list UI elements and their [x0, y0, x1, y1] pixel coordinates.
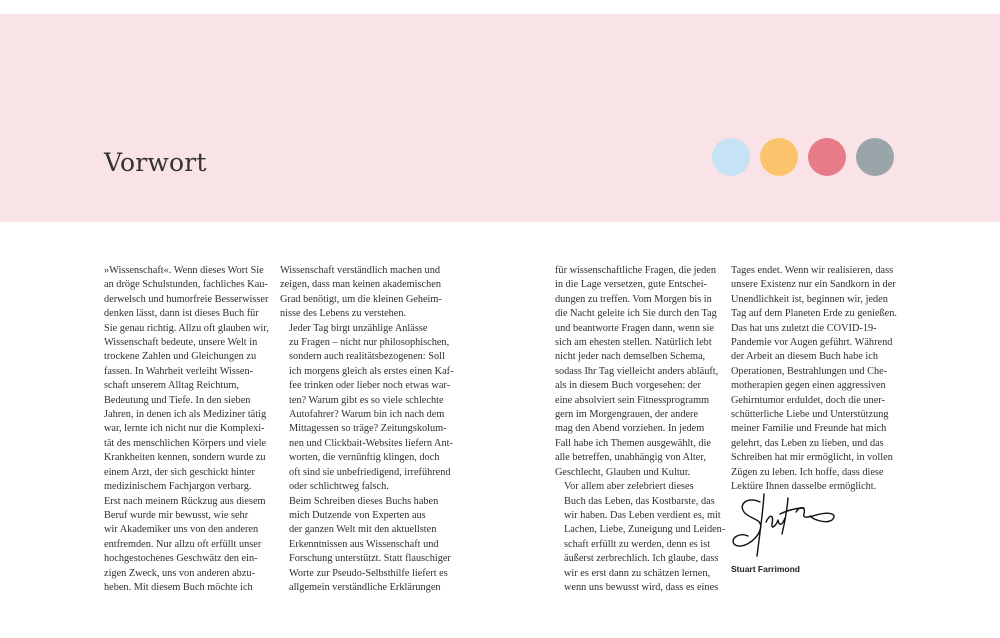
- paragraph: [555, 480, 726, 595]
- text-line: war, lernte ich nicht nur die Komplexi-: [104, 423, 265, 435]
- text-line: Wissenschaft verständlich machen und: [280, 265, 440, 276]
- page-title: Vorwort: [104, 148, 207, 177]
- paragraph: [555, 264, 719, 480]
- text-line: denken lässt, dann ist dieses Buch für: [104, 308, 259, 320]
- text-line: Erst nach meinem Rückzug aus diesem: [104, 495, 266, 507]
- text-line: nicht jeder nach demselben Schema,: [555, 351, 706, 363]
- text-line: für wissenschaftliche Fragen, die jeden: [555, 265, 716, 276]
- text-line: Lektüre Ihnen dasselbe ermöglicht.: [731, 481, 877, 493]
- text-line: Fall habe ich Themen ausgewählt, die: [555, 437, 711, 449]
- header-band: [0, 14, 1000, 222]
- signer-name: Stuart Farrimond: [731, 564, 800, 574]
- paragraph: [104, 264, 268, 595]
- text-line: Geschlecht, Glauben und Kultur.: [555, 466, 691, 478]
- text-line: worten, die vernünftig klingen, doch: [289, 452, 440, 464]
- text-line: Autofahrer? Warum bin ich nach dem: [289, 409, 445, 421]
- text-line: motherapien gegen einen aggressiven: [731, 380, 886, 392]
- text-line: nisse des Lebens zu verstehen.: [280, 308, 407, 320]
- text-line: sondern auch realitätsbezogenen: Soll: [289, 351, 445, 363]
- text-line: dungen zu treffen. Vom Morgen bis in: [555, 293, 712, 305]
- text-line: nen und Clickbait-Websites liefern Ant-: [289, 437, 453, 449]
- text-line: oft sind sie unbefriedigend, irreführend: [289, 466, 451, 478]
- text-line: schütterliche Liebe und Unterstützung: [731, 409, 889, 421]
- text-line: in die Lage versetzen, gute Entschei-: [555, 279, 708, 291]
- text-line: fee trinken oder lieber noch etwas war-: [289, 380, 451, 392]
- paragraph: [280, 495, 451, 596]
- text-line: wir Akademiker uns von den anderen: [104, 524, 259, 536]
- text-line: »Wissenschaft«. Wenn dieses Wort Sie: [104, 265, 264, 276]
- light-blue-dot: [712, 138, 750, 176]
- text-line: oder schlichtweg falsch.: [289, 481, 389, 493]
- author-signature: [730, 492, 850, 562]
- red-dot: [808, 138, 846, 176]
- text-line: Beim Schreiben dieses Buchs haben: [289, 495, 439, 507]
- text-line: Zügen zu leben. Ich hoffe, dass diese: [731, 466, 884, 478]
- text-line: gelehrt, das Leben zu lieben, und das: [731, 437, 884, 449]
- text-line: der ganzen Welt mit den aktuellsten: [289, 524, 437, 536]
- text-line: zeigen, dass man keinen akademischen: [280, 279, 441, 291]
- text-line: schaft erfüllt zu werden, denn es ist: [564, 538, 711, 550]
- text-line: Unendlichkeit ist, beginnen wir, jeden: [731, 293, 888, 305]
- text-line: heben. Mit diesem Buch möchte ich: [104, 581, 253, 593]
- text-line: tät des menschlichen Körpers und viele: [104, 437, 267, 449]
- text-line: Krankheiten kennen, sondern wurde zu: [104, 452, 266, 464]
- text-line: ten? Warum gibt es so viele schlechte: [289, 394, 444, 406]
- text-line: alle betreffen, unabhängig von Alter,: [555, 452, 706, 464]
- text-line: zigen Zweck, uns von anderen abzu-: [104, 567, 255, 579]
- text-line: Schreiben hat mir ermöglicht, in vollen: [731, 452, 893, 464]
- text-line: Lachen, Liebe, Zuneigung und Leiden-: [564, 524, 726, 536]
- text-line: wenn uns bewusst wird, dass es eines: [564, 581, 719, 593]
- text-column-3: [555, 264, 726, 595]
- text-line: schaft unserem Alltag Reichtum,: [104, 380, 239, 392]
- text-line: fassen. In Wahrheit verleiht Wissen-: [104, 365, 254, 377]
- text-line: mag den Abend vorziehen. In jedem: [555, 423, 705, 435]
- text-line: Vor allem aber zelebriert dieses: [564, 481, 694, 493]
- paragraph: [731, 264, 895, 495]
- text-line: eine absolviert sein Fitnessprogramm: [555, 394, 710, 406]
- text-line: Jeder Tag birgt unzählige Anlässe: [289, 322, 428, 334]
- text-line: Worte zur Pseudo-Selbsthilfe liefert es: [289, 567, 448, 579]
- text-column-2: [280, 264, 454, 595]
- text-line: die Nacht geleite ich Sie durch den Tag: [555, 308, 717, 320]
- text-line: als in diesem Buch vorgesehen: der: [555, 380, 701, 392]
- text-line: Beruf wurde mir bewusst, wie sehr: [104, 509, 249, 521]
- text-line: Das hat uns zuletzt die COVID-19-: [731, 322, 877, 334]
- gray-dot: [856, 138, 894, 176]
- text-line: trockene Zahlen und Gleichungen zu: [104, 351, 257, 363]
- paragraph: [280, 322, 454, 495]
- text-line: wir es erst dann zu schätzen lernen,: [564, 567, 711, 579]
- text-line: derwelsch und humorfreie Besserwisser: [104, 293, 269, 305]
- text-line: wir haben. Das Leben verdient es, mit: [564, 509, 721, 521]
- text-line: allgemein verständliche Erklärungen: [289, 581, 441, 593]
- text-column-1: [104, 264, 268, 595]
- text-line: ich morgens gleich als erstes einen Kaf-: [289, 365, 454, 377]
- text-line: Operationen, Bestrahlungen und Che-: [731, 365, 888, 377]
- text-line: Gehirntumor erduldet, doch die uner-: [731, 394, 885, 406]
- text-line: Jahren, in denen ich als Mediziner tätig: [104, 409, 267, 421]
- text-line: zu Fragen – nicht nur philosophischen,: [289, 337, 450, 349]
- text-column-4: [731, 264, 895, 495]
- text-line: an dröge Schulstunden, fachliches Kau-: [104, 279, 268, 291]
- text-line: Grad benötigt, um die kleinen Geheim-: [280, 293, 442, 305]
- text-line: Pandemie vor Augen geführt. Während: [731, 337, 893, 349]
- text-line: Buch das Leben, das Kostbarste, das: [564, 495, 715, 507]
- text-line: sodass Ihr Tag vielleicht anders abläuft,: [555, 365, 719, 377]
- text-line: Sie genau richtig. Allzu oft glauben wir,: [104, 322, 269, 334]
- text-line: einem Arzt, der sich geschickt hinter: [104, 466, 255, 478]
- text-line: der Arbeit an diesem Buch habe ich: [731, 351, 878, 363]
- text-line: meiner Familie und Freunde hat mich: [731, 423, 887, 435]
- text-line: Tag auf dem Planeten Erde zu genießen.: [731, 308, 897, 320]
- text-line: entfremden. Nur allzu oft erfüllt unser: [104, 538, 262, 550]
- text-line: Tages endet. Wenn wir realisieren, dass: [731, 265, 894, 276]
- text-line: Forschung unterstützt. Statt flauschiger: [289, 553, 451, 565]
- text-line: sich am ehesten stellen. Natürlich lebt: [555, 337, 712, 349]
- text-line: Bedeutung und Tiefe. In den sieben: [104, 394, 251, 406]
- text-line: mich Dutzende von Experten aus: [289, 509, 426, 521]
- paragraph: [280, 264, 444, 322]
- text-line: Wissenschaft bedeute, unsere Welt in: [104, 337, 258, 349]
- orange-dot: [760, 138, 798, 176]
- text-line: äußerst zerbrechlich. Ich glaube, dass: [564, 553, 719, 565]
- text-line: und beantworte Fragen dann, wenn sie: [555, 322, 714, 334]
- text-line: Erkenntnissen aus Wissenschaft und: [289, 538, 439, 550]
- text-line: hochgestochenes Geschwätz den ein-: [104, 553, 258, 565]
- text-line: medizinischem Fachjargon verbarg.: [104, 481, 252, 493]
- text-line: unsere Existenz nur ein Sandkorn in der: [731, 279, 896, 291]
- text-line: Mittagessen so träge? Zeitungskolum-: [289, 423, 447, 435]
- text-line: gern im Morgengrauen, der andere: [555, 409, 699, 421]
